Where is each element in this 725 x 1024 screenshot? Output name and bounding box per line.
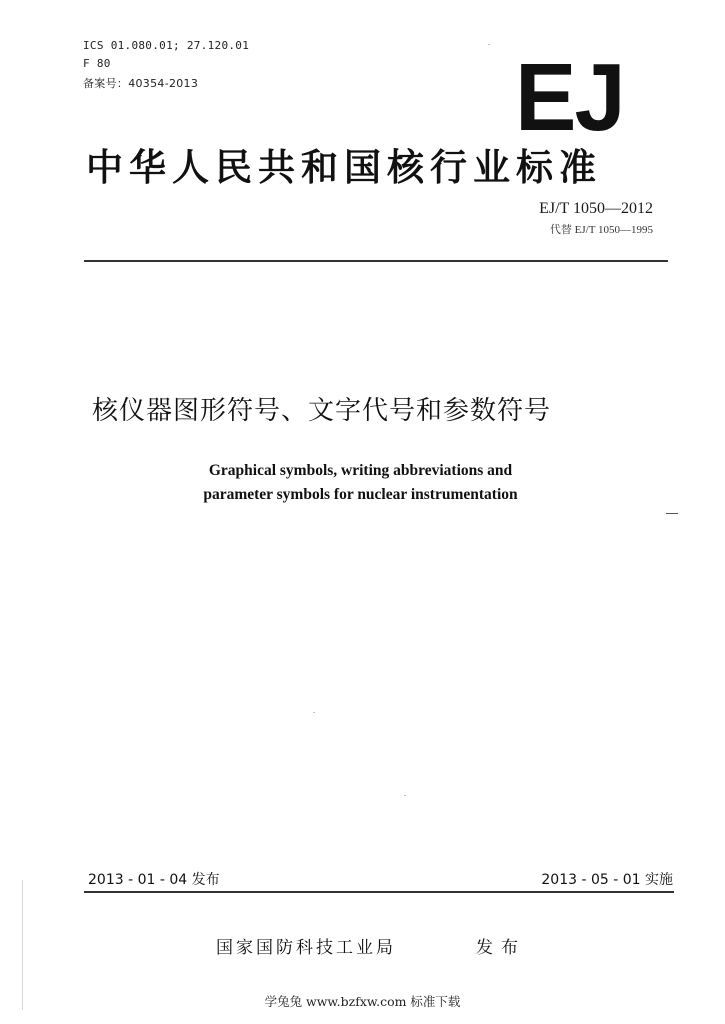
- scan-speck: [313, 712, 315, 713]
- document-title-zh: 核仪器图形符号、文字代号和参数符号: [92, 396, 552, 426]
- issuing-authority: 国家国防科技工业局: [216, 938, 396, 958]
- scan-speck: [488, 44, 490, 45]
- issue-label: 发布: [476, 938, 526, 958]
- publish-date: 2013 - 01 - 04 发布: [88, 872, 220, 888]
- download-watermark: 学兔兔 www.bzfxw.com 标准下载: [264, 994, 461, 1009]
- ej-logo: EJ: [515, 44, 624, 151]
- ccs-code: F 80: [83, 57, 111, 70]
- implementation-date: 2013 - 05 - 01 实施: [541, 872, 673, 888]
- document-title-en-line2: parameter symbols for nuclear instrumentation: [203, 486, 518, 503]
- header-divider: [84, 260, 668, 262]
- margin-mark: [666, 513, 678, 514]
- replaces-note: 代替 EJ/T 1050—1995: [549, 224, 653, 236]
- ics-code: ICS 01.080.01; 27.120.01: [83, 39, 250, 52]
- scan-edge: [22, 880, 23, 1010]
- standard-title: 中华人民共和国核行业标准: [86, 146, 602, 189]
- record-number: 备案号：40354-2013: [83, 77, 199, 90]
- document-title-en-line1: Graphical symbols, writing abbreviations and: [208, 462, 513, 479]
- standard-code: EJ/T 1050—2012: [539, 200, 653, 217]
- scan-speck: [404, 795, 406, 796]
- date-divider: [84, 891, 674, 893]
